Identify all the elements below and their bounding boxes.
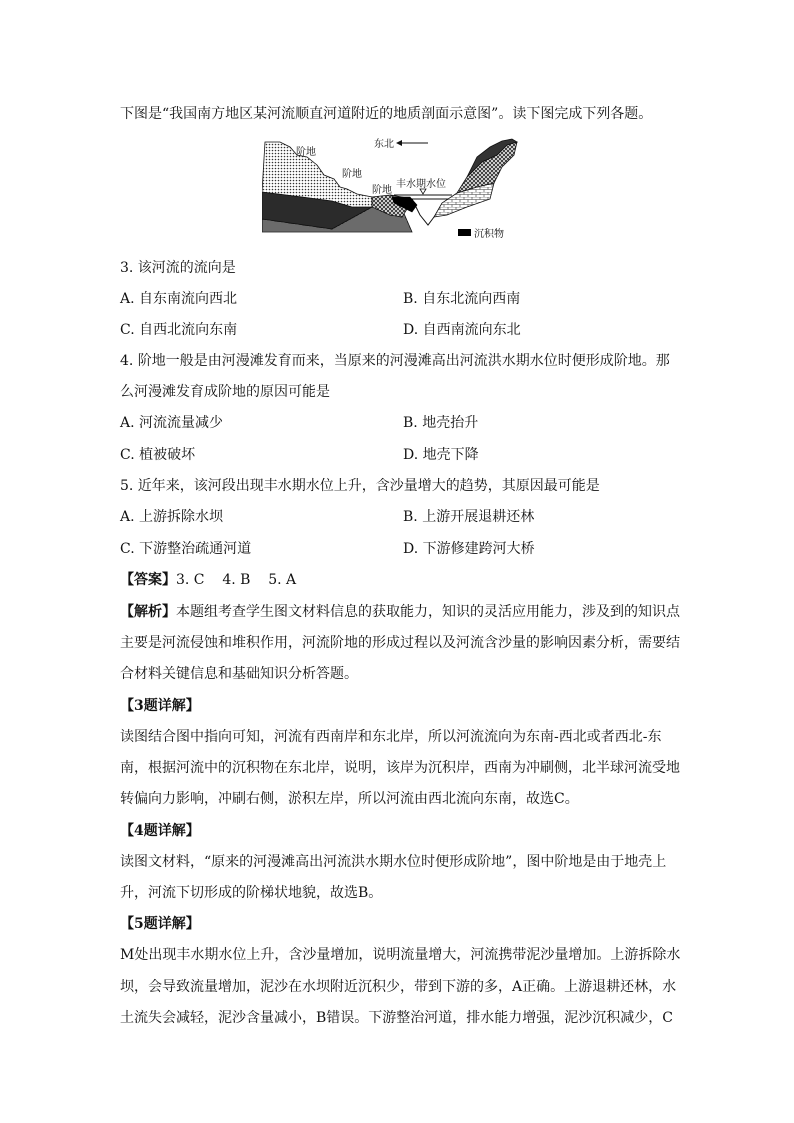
answer-line bbox=[120, 570, 296, 590]
detail5-heading: 【5题详解】 bbox=[120, 916, 200, 932]
q4-option-a: A. 河流流量减少 bbox=[120, 415, 224, 431]
detail5-line2: 坝，会导致流量增加，泥沙在水坝附近沉积少，带到下游的多，A正确。上游退耕还林，水 bbox=[120, 979, 677, 995]
detail4-line1: 读图文材料，“原来的河漫滩高出河流洪水期水位时便形成阶地”，图中阶地是由于地壳上 bbox=[120, 854, 667, 870]
q4-option-c: C. 植被破坏 bbox=[120, 447, 196, 463]
q4-stem-line1: 4. 阶地一般是由河漫滩发育而来，当原来的河漫滩高出河流洪水期水位时便形成阶地。那 bbox=[120, 353, 670, 369]
analysis-text-1: 本题组考查学生图文材料信息的获取能力，知识的灵活应用能力，涉及到的知识点 bbox=[176, 604, 680, 620]
q3-option-b: B. 自东北流向西南 bbox=[403, 291, 521, 307]
terrace-label-upper: 阶地 bbox=[296, 147, 316, 158]
q3-option-d: D. 自西南流向东北 bbox=[403, 322, 521, 338]
geologic-profile-diagram bbox=[262, 137, 532, 249]
q5-option-a: A. 上游拆除水坝 bbox=[120, 509, 224, 525]
northeast-arrow-head bbox=[396, 140, 402, 146]
detail4-line2: 升，河流下切形成的阶梯状地貌，故选B。 bbox=[120, 885, 383, 901]
detail3-heading: 【3题详解】 bbox=[120, 698, 200, 714]
terrace-label-middle: 阶地 bbox=[342, 169, 362, 180]
answer-text: 3. C 4. B 5. A bbox=[176, 572, 297, 588]
detail3-line1: 读图结合图中指向可知，河流有西南岸和东北岸，所以河流流向为东南-西北或者西北-东 bbox=[120, 729, 662, 745]
q5-option-b: B. 上游开展退耕还林 bbox=[403, 509, 535, 525]
northeast-direction-label: 东北 bbox=[374, 139, 394, 150]
q3-option-a: A. 自东南流向西北 bbox=[120, 291, 238, 307]
detail3-line2: 南，根据河流中的沉积物在东北岸，说明，该岸为沉积岸，西南为冲刷侧，北半球河流受地 bbox=[120, 760, 680, 776]
q4-stem-line2: 么河漫滩发育成阶地的原因可能是 bbox=[120, 384, 330, 400]
analysis-line2: 主要是河流侵蚀和堆积作用，河流阶地的形成过程以及河流含沙量的影响因素分析，需要结 bbox=[120, 635, 680, 651]
detail5-line3: 土流失会减轻，泥沙含量减小，B错误。下游整治河道，排水能力增强，泥沙沉积减少，C bbox=[120, 1010, 673, 1026]
analysis-line1 bbox=[120, 602, 680, 622]
flood-level-label: 丰水期水位 bbox=[396, 179, 446, 190]
q4-option-d: D. 地壳下降 bbox=[403, 447, 479, 463]
analysis-tag: 【解析】 bbox=[120, 604, 176, 620]
sediment-legend-swatch bbox=[458, 229, 471, 236]
sediment-legend-label: 沉积物 bbox=[474, 229, 504, 240]
detail5-line1: M处出现丰水期水位上升，含沙量增加，说明流量增大，河流携带泥沙量增加。上游拆除水 bbox=[120, 947, 681, 963]
geologic-profile-figure bbox=[262, 137, 532, 249]
intro-text: 下图是“我国南方地区某河流顺直河道附近的地质剖面示意图”。读下图完成下列各题。 bbox=[120, 106, 653, 122]
q5-stem: 5. 近年来，该河段出现丰水期水位上升，含沙量增大的趋势，其原因最可能是 bbox=[120, 478, 600, 494]
answer-tag: 【答案】 bbox=[120, 572, 176, 588]
q4-option-b: B. 地壳抬升 bbox=[403, 415, 479, 431]
q3-stem: 3. 该河流的流向是 bbox=[120, 260, 236, 276]
detail4-heading: 【4题详解】 bbox=[120, 823, 200, 839]
terrace-label-lower: 阶地 bbox=[372, 185, 392, 196]
analysis-line3: 合材料关键信息和基础知识分析答题。 bbox=[120, 666, 358, 682]
q5-option-c: C. 下游整治疏通河道 bbox=[120, 541, 252, 557]
detail3-line3: 转偏向力影响，冲刷右侧，淤积左岸，所以河流由西北流向东南，故选C。 bbox=[120, 791, 579, 807]
q3-option-c: C. 自西北流向东南 bbox=[120, 322, 238, 338]
q5-option-d: D. 下游修建跨河大桥 bbox=[403, 541, 535, 557]
